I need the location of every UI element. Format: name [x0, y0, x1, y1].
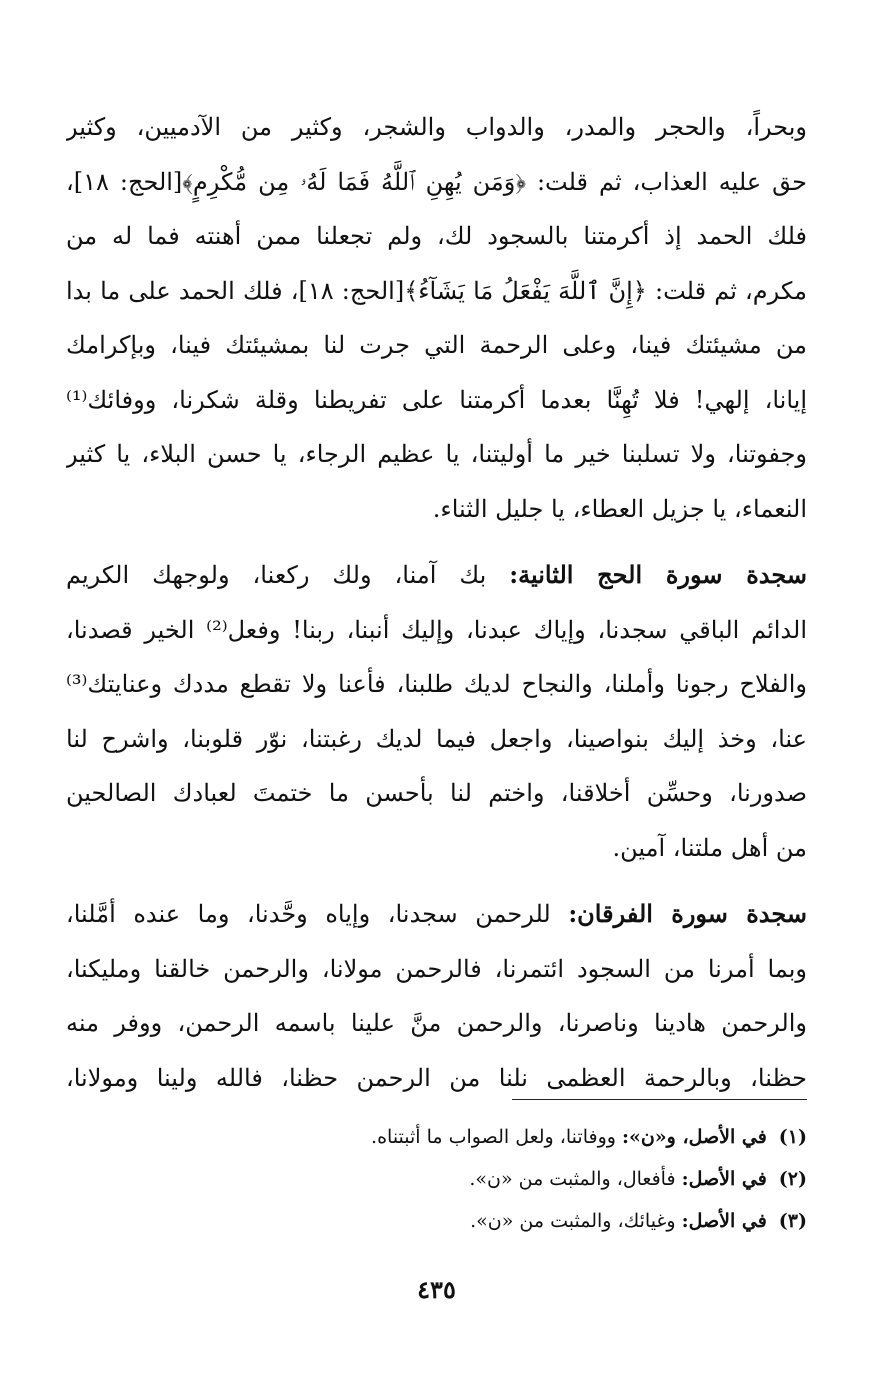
footnote-lead: في الأصل:: [681, 1168, 767, 1190]
text-line: وبحراً، والحجر والمدر، والدواب والشجر، وكثير من الآدميين، وكثير: [66, 113, 807, 141]
paragraph-1: [66, 100, 807, 536]
footnote-number: (٢): [778, 1168, 807, 1190]
text-fragment: بك آمنا، ولك ركعنا، ولوجهك الكريم: [66, 561, 510, 589]
paragraph-gap: [66, 875, 807, 887]
text-line: من مشيئتك فينا، وعلى الرحمة التي جرت لنا بمشيئتك فينا، وبإكرامك: [66, 331, 807, 359]
paragraph-gap: [66, 536, 807, 548]
text-line: صدورنا، وحسِّن أخلاقنا، واختم لنا بأحسن ما ختمتَ لعبادك الصالحين: [66, 779, 807, 807]
footnote-divider: [512, 1099, 807, 1100]
footnote-text: فأفعال، والمثبت من «ن».: [469, 1168, 682, 1190]
footnote-lead: في الأصل، و«ن»:: [621, 1126, 767, 1148]
text-line: حظنا، وبالرحمة العظمى نلنا من الرحمن حظنا، فالله ولينا ومولانا،: [66, 1063, 807, 1092]
footnote-3: [66, 1200, 807, 1242]
text-line: الدائم الباقي سجدنا، وإياك عبدنا، وإليك أنبنا، ربنا! وفعل⁽²⁾ الخير قصدنا،: [66, 615, 807, 644]
text-line: فلك الحمد إذ أكرمتنا بالسجود لك، ولم تجعلنا ممن أهنته فما له من: [66, 222, 807, 250]
text-line: النعماء، يا جزيل العطاء، يا جليل الثناء.: [432, 494, 807, 523]
text-line: [66, 887, 807, 942]
text-line: والرحمن هادينا وناصرنا، والرحمن منَّ علينا باسمه الرحمن، ووفر منه: [66, 1009, 807, 1037]
footnote-number: (١): [778, 1126, 807, 1148]
text-line: من أهل ملتنا، آمين.: [612, 833, 807, 862]
text-line: إيانا، إلهي! فلا تُهِنَّا بعدما أكرمتنا على تفريطنا وقلة شكرنا، ووفائك⁽¹⁾: [66, 385, 807, 414]
page-number: ٤٣٥: [417, 1275, 456, 1304]
footnote-text: وغيائك، والمثبت من «ن».: [470, 1210, 682, 1232]
paragraph-2: [66, 548, 807, 875]
text-fragment: للرحمن سجدنا، وإياه وحَّدنا، وما عنده أمَّلنا،: [66, 900, 569, 928]
text-line: حق عليه العذاب، ثم قلت: ﴿وَمَن يُهِنِ ٱللَّهُ فَمَا لَهُۥ مِن مُّكْرِمٍ﴾[الحج: ١٨]،: [66, 167, 807, 196]
footnote-2: [66, 1158, 807, 1200]
footnote-1: [66, 1116, 807, 1158]
paragraph-3: [66, 887, 807, 1105]
text-line: مكرم، ثم قلت: ﴿إِنَّ ٱللَّهَ يَفْعَلُ مَا يَشَآءُ﴾[الحج: ١٨]، فلك الحمد على ما بدا: [66, 276, 807, 305]
text-line: والفلاح رجونا وأملنا، والنجاح لديك طلبنا، فأعنا ولا تقطع مددك وعنايتك⁽³⁾: [66, 670, 807, 698]
section-heading: سجدة سورة الفرقان:: [568, 899, 807, 928]
footnote-lead: في الأصل:: [681, 1210, 767, 1232]
footnote-text: ووفاتنا، ولعل الصواب ما أثبتناه.: [371, 1126, 622, 1148]
text-line: وبما أمرنا من السجود ائتمرنا، فالرحمن مولانا، والرحمن خالقنا ومليكنا،: [66, 954, 807, 983]
text-line: وجفوتنا، ولا تسلبنا خير ما أوليتنا، يا عظيم الرجاء، يا حسن البلاء، يا كثير: [66, 440, 807, 468]
main-text: [66, 100, 807, 1105]
footnote-number: (٣): [778, 1210, 807, 1232]
text-line: [66, 548, 807, 603]
section-heading: سجدة سورة الحج الثانية:: [509, 560, 807, 589]
text-line: عنا، وخذ إليك بنواصينا، واجعل فيما لديك رغبتنا، نوّر قلوبنا، واشرح لنا: [66, 724, 807, 753]
footnotes: [66, 1116, 807, 1242]
